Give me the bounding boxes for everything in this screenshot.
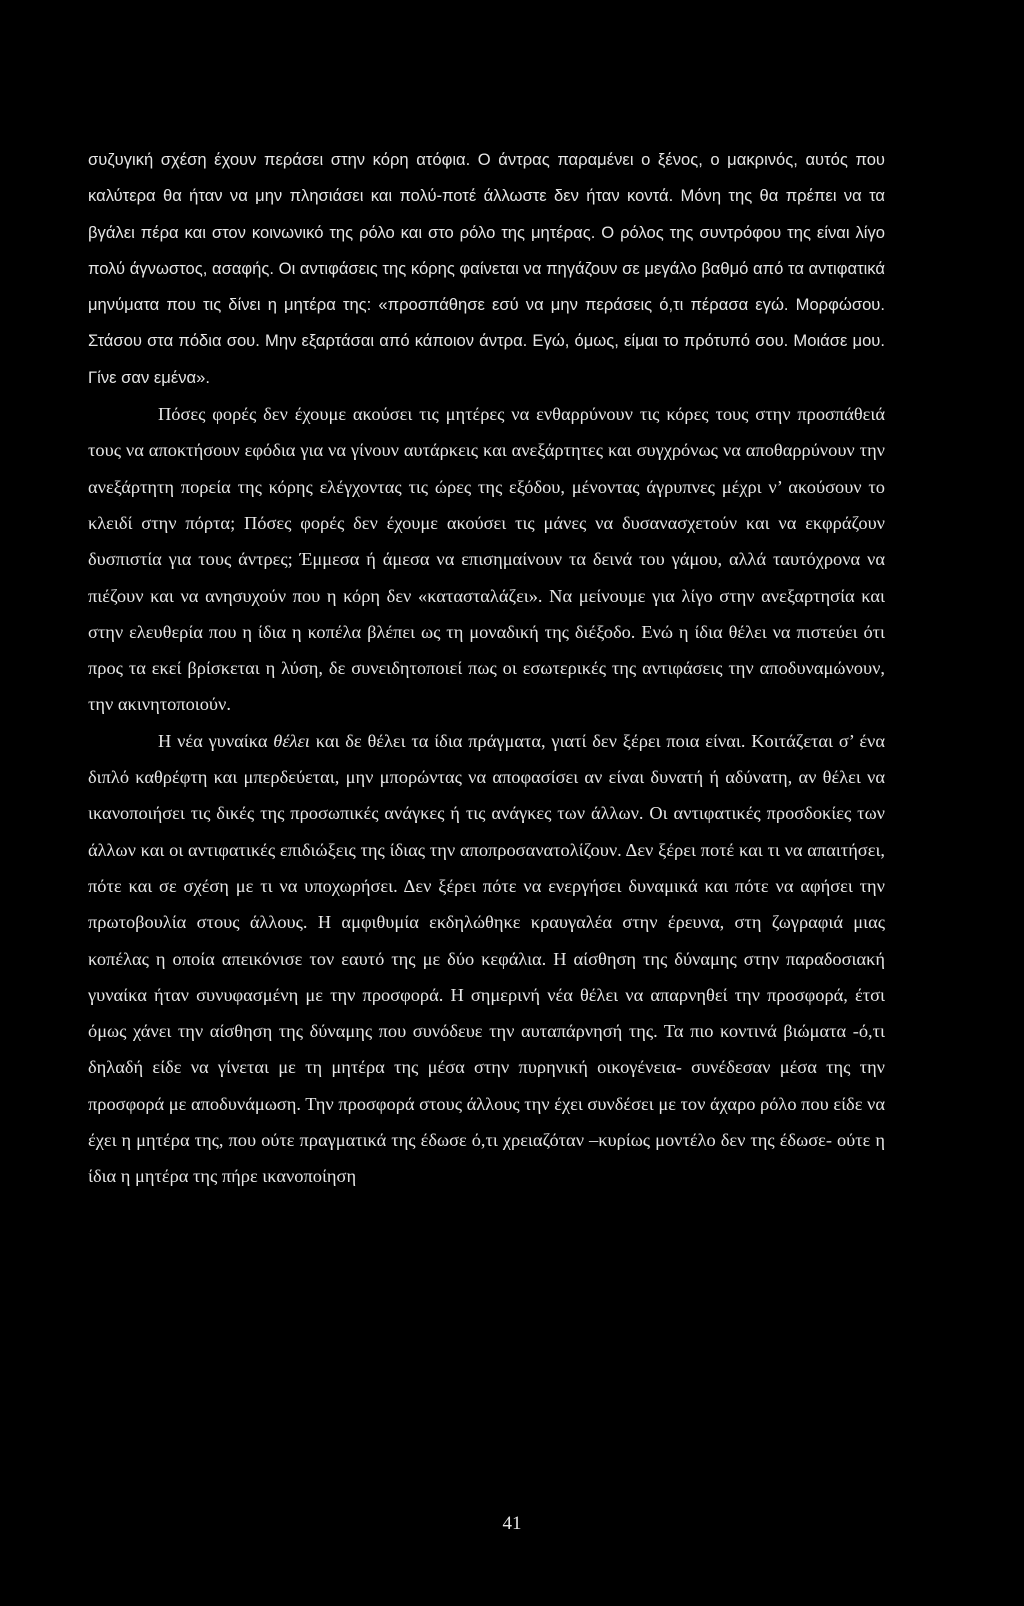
paragraph-3-rest: και δε θέλει τα ίδια πράγματα, γιατί δεν ξέρει ποια είναι. Κοιτάζεται σ’ ένα διπλό καθρέφτη και μπερδεύεται, μην μπορώντας να αποφασίσει αν είναι δυνατή ή αδύνατη, αν θέλει να ικανοποιήσει τις δικές της προσωπικές ανάγκες ή τις ανάγκες των άλλων. Οι αντιφατικές προσδοκίες των άλλων και οι αντιφατικές επιδιώξεις της ίδιας την αποπροσανατολίζουν. Δεν ξέρει ποτέ και τι να απαιτήσει, πότε και σε σχέση με τι να υποχωρήσει. Δεν ξέρει πότε να ενεργήσει δυναμικά και πότε να αφήσει την πρωτοβουλία στους άλλους. Η αμφιθυμία εκδηλώθηκε κραυγαλέα στην έρευνα, στη ζωγραφιά μιας κοπέλας η οποία απεικόνισε τον εαυτό της με δύο κεφάλια. Η αίσθηση της δύναμης στην παραδοσιακή γυναίκα ήταν συνυφασμένη με την προσφορά. Η σημερινή νέα θέλει να απαρνηθεί την προσφορά, έτσι όμως χάνει την αίσθηση της δύναμης που συνόδευε την αυταπάρνησή της. Τα πιο κοντινά βιώματα -ό,τι δηλαδή είδε να γίνεται με τη μητέρα της μέσα στην πυρηνική οικογένεια- συνέδεσαν μέσα της την προσφορά με αποδυνάμωση. Την προσφορά στους άλλους την έχει συνδέσει με τον άχαρο ρόλο που είδε να έχει η μητέρα της, που ούτε πραγματικά της έδωσε ό,τι χρειαζόταν –κυρίως μοντέλο δεν της έδωσε- ούτε η ίδια η μητέρα της πήρε ικανοποίηση bbox=[88, 730, 885, 1187]
paragraph-3 bbox=[88, 723, 885, 1195]
emphasis-word: θέλει bbox=[273, 730, 310, 751]
paragraph-2: Πόσες φορές δεν έχουμε ακούσει τις μητέρες να ενθαρρύνουν τις κόρες τους στην προσπάθειά τους να αποκτήσουν εφόδια για να γίνουν αυτάρκεις και ανεξάρτητες και συγχρόνως να αποθαρρύνουν την ανεξάρτητη πορεία της κόρης ελέγχοντας τις ώρες της εξόδου, μένοντας άγρυπνες μέχρι ν’ ακούσουν το κλειδί στην πόρτα; Πόσες φορές δεν έχουμε ακούσει τις μάνες να δυσανασχετούν και να εκφράζουν δυσπιστία για τους άντρες; Έμμεσα ή άμεσα να επισημαίνουν τα δεινά του γάμου, αλλά ταυτόχρονα να πιέζουν και να ανησυχούν που η κόρη δεν «κατασταλάζει». Να μείνουμε για λίγο στην ανεξαρτησία και στην ελευθερία που η ίδια η κοπέλα βλέπει ως τη μοναδική της διέξοδο. Ενώ η ίδια θέλει να πιστεύει ότι προς τα εκεί βρίσκεται η λύση, δε συνειδητοποιεί πως οι εσωτερικές της αντιφάσεις την αποδυναμώνουν, την ακινητοποιούν. bbox=[88, 404, 885, 715]
paragraph-3-start: Η νέα γυναίκα bbox=[158, 730, 274, 751]
page-body bbox=[88, 142, 885, 1195]
page-number: 41 bbox=[502, 1513, 522, 1534]
paragraph-1: συζυγική σχέση έχουν περάσει στην κόρη ατόφια. Ο άντρας παραμένει ο ξένος, ο μακρινός, αυτός που καλύτερα θα ήταν να μην πλησιάσει και πολύ-ποτέ άλλωστε δεν ήταν κοντά. Μόνη της θα πρέπει να τα βγάλει πέρα και στον κοινωνικό της ρόλο και στο ρόλο της μητέρας. Ο ρόλος της συντρόφου της είναι λίγο πολύ άγνωστος, ασαφής. Οι αντιφάσεις της κόρης φαίνεται να πηγάζουν σε μεγάλο βαθμό από τα αντιφατικά μηνύματα που τις δίνει η μητέρα της: «προσπάθησε εσύ να μην περάσεις ό,τι πέρασα εγώ. Μορφώσου. Στάσου στα πόδια σου. Μην εξαρτάσαι από κάποιον άντρα. Εγώ, όμως, είμαι το πρότυπό σου. Μοιάσε μου. Γίνε σαν εμένα». bbox=[88, 150, 885, 387]
